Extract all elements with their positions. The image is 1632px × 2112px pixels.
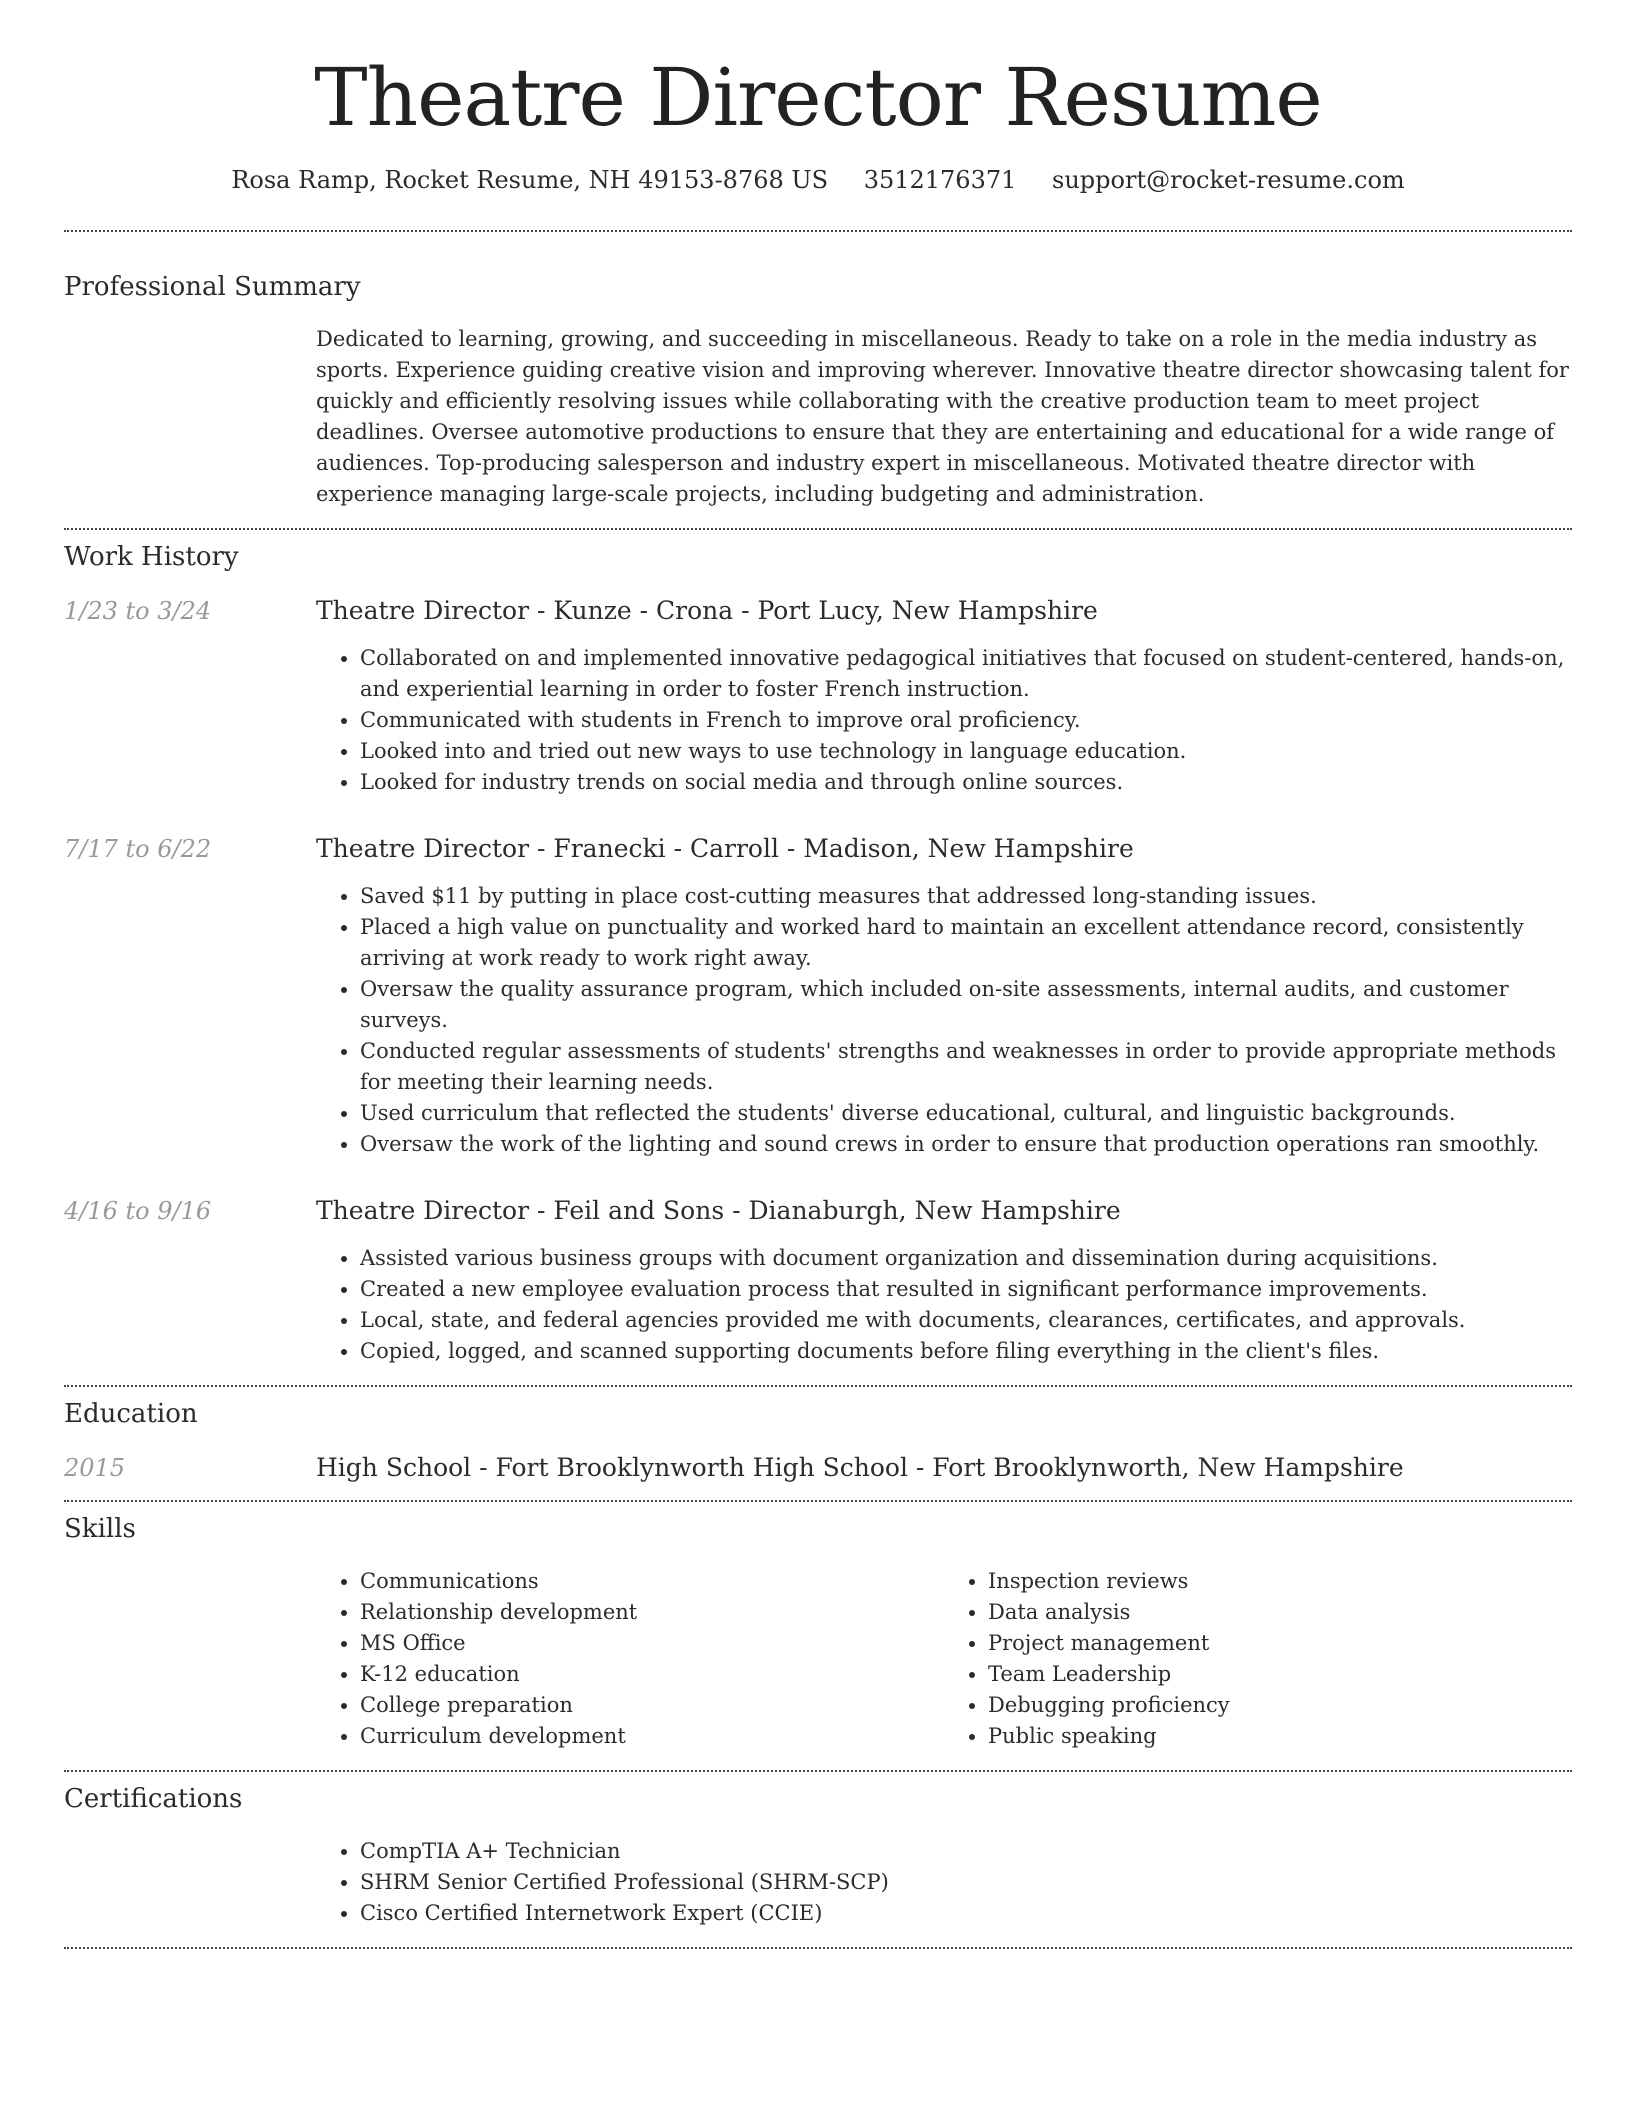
list-item: • Saved $11 by putting in place cost-cutting measures that addressed long-standing issues. bbox=[360, 881, 1572, 912]
list-item: • Placed a high value on punctuality and worked hard to maintain an excellent attendance record, consistently arriving at work ready to work right away. bbox=[360, 912, 1572, 974]
skills-list-right bbox=[944, 1566, 1572, 1752]
list-item: • Communications bbox=[360, 1566, 944, 1597]
job-title: Theatre Director - Franecki - Carroll - Madison, New Hampshire bbox=[316, 834, 1134, 863]
list-item: • Conducted regular assessments of students' strengths and weaknesses in order to provide appropriate methods for meeting their learning needs. bbox=[360, 1036, 1572, 1098]
job-bullets bbox=[316, 643, 1572, 798]
list-item: • MS Office bbox=[360, 1628, 944, 1659]
list-item: • Inspection reviews bbox=[988, 1566, 1572, 1597]
job-entry bbox=[64, 596, 1572, 798]
contact-phone: 3512176371 bbox=[863, 166, 1017, 194]
resume-page bbox=[64, 0, 1572, 1949]
list-item: • Data analysis bbox=[988, 1597, 1572, 1628]
divider bbox=[64, 1500, 1572, 1502]
job-title: Theatre Director - Kunze - Crona - Port Lucy, New Hampshire bbox=[316, 596, 1098, 625]
skills-section bbox=[64, 1514, 1572, 1752]
list-item: • Oversaw the work of the lighting and sound crews in order to ensure that production operations ran smoothly. bbox=[360, 1129, 1572, 1160]
list-item: • Team Leadership bbox=[988, 1659, 1572, 1690]
job-bullets bbox=[316, 881, 1572, 1160]
skills-list-left bbox=[316, 1566, 944, 1752]
list-item: • Looked into and tried out new ways to use technology in language education. bbox=[360, 736, 1572, 767]
section-heading-summary: Professional Summary bbox=[64, 272, 361, 302]
summary-section bbox=[64, 272, 1572, 510]
job-entry bbox=[64, 834, 1572, 1160]
job-dates: 7/17 to 6/22 bbox=[64, 835, 212, 863]
contact-line bbox=[64, 166, 1572, 194]
work-section bbox=[64, 542, 1572, 1367]
list-item: • Looked for industry trends on social media and through online sources. bbox=[360, 767, 1572, 798]
list-item: • Oversaw the quality assurance program, which included on-site assessments, internal audits, and customer surveys. bbox=[360, 974, 1572, 1036]
divider bbox=[64, 528, 1572, 530]
education-entry: High School - Fort Brooklynworth High School - Fort Brooklynworth, New Hampshire bbox=[316, 1453, 1404, 1482]
list-item: • Project management bbox=[988, 1628, 1572, 1659]
section-heading-certifications: Certifications bbox=[64, 1784, 243, 1814]
job-entry bbox=[64, 1196, 1572, 1367]
job-dates: 1/23 to 3/24 bbox=[64, 597, 212, 625]
list-item: • Used curriculum that reflected the students' diverse educational, cultural, and linguistic backgrounds. bbox=[360, 1098, 1572, 1129]
section-heading-work: Work History bbox=[64, 542, 239, 572]
section-heading-education: Education bbox=[64, 1399, 198, 1429]
job-title: Theatre Director - Feil and Sons - Dianaburgh, New Hampshire bbox=[316, 1196, 1121, 1225]
divider bbox=[64, 1385, 1572, 1387]
summary-text: Dedicated to learning, growing, and succeeding in miscellaneous. Ready to take on a role in the media industry as sports. Experience guiding creative vision and improving wherever. Innovative theatre director showcasing talent for quickly and efficiently resolving issues while collaborating with the creative production team to meet project deadlines. Oversee automotive productions to ensure that they are entertaining and educational for a wide range of audiences. Top-producing salesperson and industry expert in miscellaneous. Motivated theatre director with experience managing large-scale projects, including budgeting and administration. bbox=[316, 327, 1569, 506]
divider bbox=[64, 230, 1572, 232]
contact-email: support@rocket-resume.com bbox=[1052, 166, 1405, 194]
list-item: • Debugging proficiency bbox=[988, 1690, 1572, 1721]
list-item: • K-12 education bbox=[360, 1659, 944, 1690]
certifications-section bbox=[64, 1784, 1572, 1929]
list-item: • Curriculum development bbox=[360, 1721, 944, 1752]
page-title: Theatre Director Resume bbox=[314, 51, 1322, 144]
job-dates: 4/16 to 9/16 bbox=[64, 1197, 212, 1225]
certifications-list bbox=[316, 1836, 1572, 1929]
list-item: • Communicated with students in French to improve oral proficiency. bbox=[360, 705, 1572, 736]
list-item: • Cisco Certified Internetwork Expert (CCIE) bbox=[360, 1898, 1572, 1929]
list-item: • Assisted various business groups with document organization and dissemination during acquisitions. bbox=[360, 1243, 1572, 1274]
list-item: • CompTIA A+ Technician bbox=[360, 1836, 1572, 1867]
list-item: • Copied, logged, and scanned supporting documents before filing everything in the client's files. bbox=[360, 1336, 1572, 1367]
list-item: • Created a new employee evaluation process that resulted in significant performance improvements. bbox=[360, 1274, 1572, 1305]
list-item: • Relationship development bbox=[360, 1597, 944, 1628]
list-item: • Public speaking bbox=[988, 1721, 1572, 1752]
list-item: • Local, state, and federal agencies provided me with documents, clearances, certificates, and approvals. bbox=[360, 1305, 1572, 1336]
education-section bbox=[64, 1399, 1572, 1482]
section-heading-skills: Skills bbox=[64, 1514, 136, 1544]
list-item: • Collaborated on and implemented innovative pedagogical initiatives that focused on student-centered, hands-on, and experiential learning in order to foster French instruction. bbox=[360, 643, 1572, 705]
list-item: • College preparation bbox=[360, 1690, 944, 1721]
job-bullets bbox=[316, 1243, 1572, 1367]
list-item: • SHRM Senior Certified Professional (SHRM-SCP) bbox=[360, 1867, 1572, 1898]
education-year: 2015 bbox=[64, 1454, 126, 1482]
divider bbox=[64, 1947, 1572, 1949]
divider bbox=[64, 1770, 1572, 1772]
contact-address: Rosa Ramp, Rocket Resume, NH 49153-8768 US bbox=[231, 166, 829, 194]
